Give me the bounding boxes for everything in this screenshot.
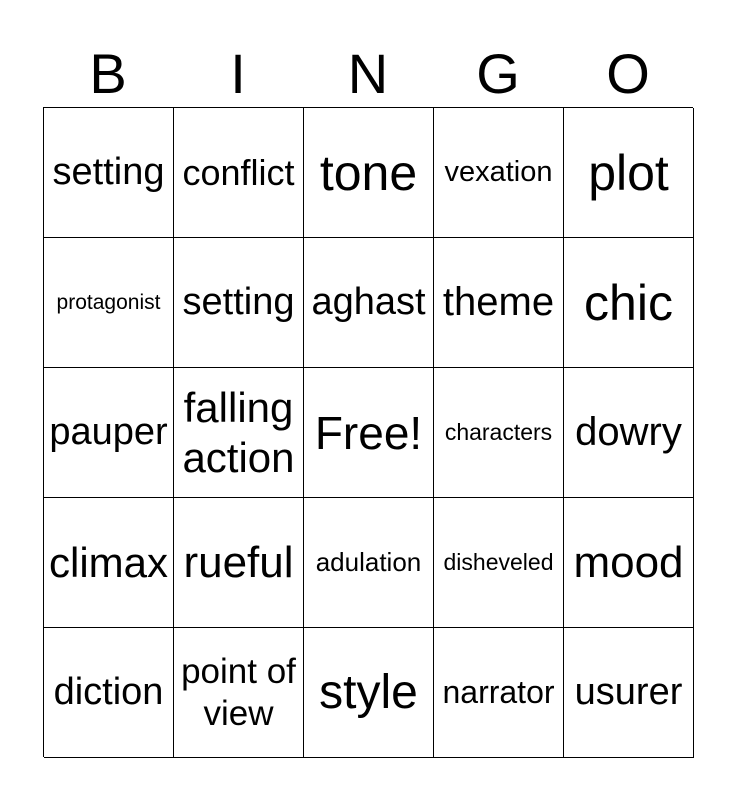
cell-word: adulation	[315, 547, 422, 577]
bingo-header	[43, 40, 693, 108]
bingo-cell[interactable]	[44, 498, 174, 628]
bingo-board	[43, 107, 693, 757]
header-letter-i: I	[230, 42, 246, 105]
bingo-cell[interactable]	[304, 628, 434, 758]
cell-word: narrator	[442, 674, 555, 710]
cell-word: disheveled	[443, 549, 554, 575]
bingo-cell[interactable]	[174, 368, 304, 498]
cell-word: mood	[573, 537, 684, 587]
bingo-cell[interactable]	[564, 108, 694, 238]
bingo-cell[interactable]	[434, 108, 564, 238]
bingo-cell[interactable]	[434, 368, 564, 498]
bingo-cell[interactable]	[44, 108, 174, 238]
bingo-cell[interactable]	[174, 628, 304, 758]
cell-word: chic	[584, 274, 673, 331]
bingo-cell[interactable]	[434, 238, 564, 368]
cell-word: dowry	[575, 410, 682, 454]
bingo-cell[interactable]	[304, 368, 434, 498]
bingo-cell[interactable]	[174, 238, 304, 368]
cell-word: falling action	[182, 383, 295, 481]
bingo-cell[interactable]	[434, 498, 564, 628]
cell-word: rueful	[183, 537, 294, 587]
cell-word: tone	[319, 144, 418, 201]
bingo-cell[interactable]	[564, 238, 694, 368]
cell-word: protagonist	[56, 290, 161, 314]
cell-word: usurer	[574, 671, 683, 713]
header-letter-g: G	[476, 42, 520, 105]
bingo-cell[interactable]	[304, 238, 434, 368]
header-letter-o: O	[606, 42, 650, 105]
bingo-cell[interactable]	[174, 108, 304, 238]
cell-word: conflict	[182, 151, 295, 193]
header-letter-b: B	[89, 42, 127, 105]
bingo-cell[interactable]	[44, 238, 174, 368]
bingo-cell[interactable]	[304, 108, 434, 238]
cell-word: Free!	[314, 406, 423, 459]
cell-word: pauper	[49, 411, 168, 453]
cell-word: theme	[442, 280, 555, 324]
bingo-cell[interactable]	[44, 628, 174, 758]
header-letter-n: N	[347, 42, 389, 105]
cell-word: setting	[182, 281, 295, 323]
cell-word: setting	[52, 151, 165, 193]
cell-word: point of view	[181, 652, 296, 733]
cell-word: vexation	[444, 156, 553, 188]
bingo-cell[interactable]	[564, 498, 694, 628]
cell-word: diction	[53, 671, 164, 713]
bingo-cell[interactable]	[564, 628, 694, 758]
cell-word: aghast	[311, 281, 426, 323]
cell-word: plot	[588, 144, 669, 201]
cell-word: climax	[48, 538, 168, 586]
bingo-cell[interactable]	[564, 368, 694, 498]
bingo-cell[interactable]	[304, 498, 434, 628]
bingo-cell[interactable]	[434, 628, 564, 758]
cell-word: style	[319, 666, 418, 719]
cell-word: characters	[444, 419, 553, 445]
bingo-cell[interactable]	[174, 498, 304, 628]
bingo-cell[interactable]	[44, 368, 174, 498]
